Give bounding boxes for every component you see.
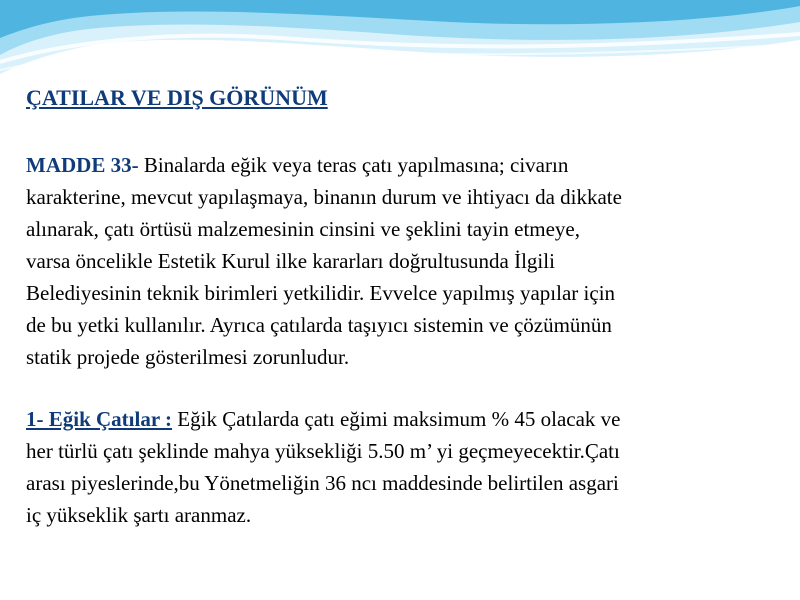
egik-line: arası piyeslerinde,bu Yönetmeliğin 36 ncı maddesinde belirtilen asgari [26, 471, 619, 495]
madde-line: de bu yetki kullanılır. Ayrıca çatılarda taşıyıcı sistemin ve çözümünün [26, 313, 612, 337]
madde-line: alınarak, çatı örtüsü malzemesinin cinsini ve şeklini tayin etmeye, [26, 217, 580, 241]
egik-catilar-paragraph [26, 403, 796, 531]
egik-catilar-label: 1- Eğik Çatılar : [26, 407, 173, 431]
section-heading: ÇATILAR VE DIŞ GÖRÜNÜM [26, 85, 328, 110]
madde-line: varsa öncelikle Estetik Kurul ilke kararları doğrultusunda İlgili [26, 249, 555, 273]
madde-first-line-text: Binalarda eğik veya teras çatı yapılmasına; civarın [138, 153, 569, 177]
madde-first-line [26, 149, 796, 181]
slide-content [26, 84, 796, 531]
madde-label: MADDE 33- [26, 153, 139, 177]
madde-line: Belediyesinin teknik birimleri yetkilidir. Evvelce yapılmış yapılar için [26, 281, 616, 305]
madde-line: karakterine, mevcut yapılaşmaya, binanın durum ve ihtiyacı da dikkate [26, 185, 622, 209]
spacer [26, 373, 796, 403]
madde-line: statik projede gösterilmesi zorunludur. [26, 345, 350, 369]
header-wave-decoration [0, 0, 800, 90]
egik-first-line [26, 403, 796, 435]
madde-33-paragraph [26, 149, 796, 373]
egik-first-line-text: Eğik Çatılarda çatı eğimi maksimum % 45 olacak ve [172, 407, 621, 431]
egik-line: iç yükseklik şartı aranmaz. [26, 503, 252, 527]
egik-line: her türlü çatı şeklinde mahya yüksekliği 5.50 m’ yi geçmeyecektir.Çatı [26, 439, 620, 463]
spacer [26, 112, 796, 149]
